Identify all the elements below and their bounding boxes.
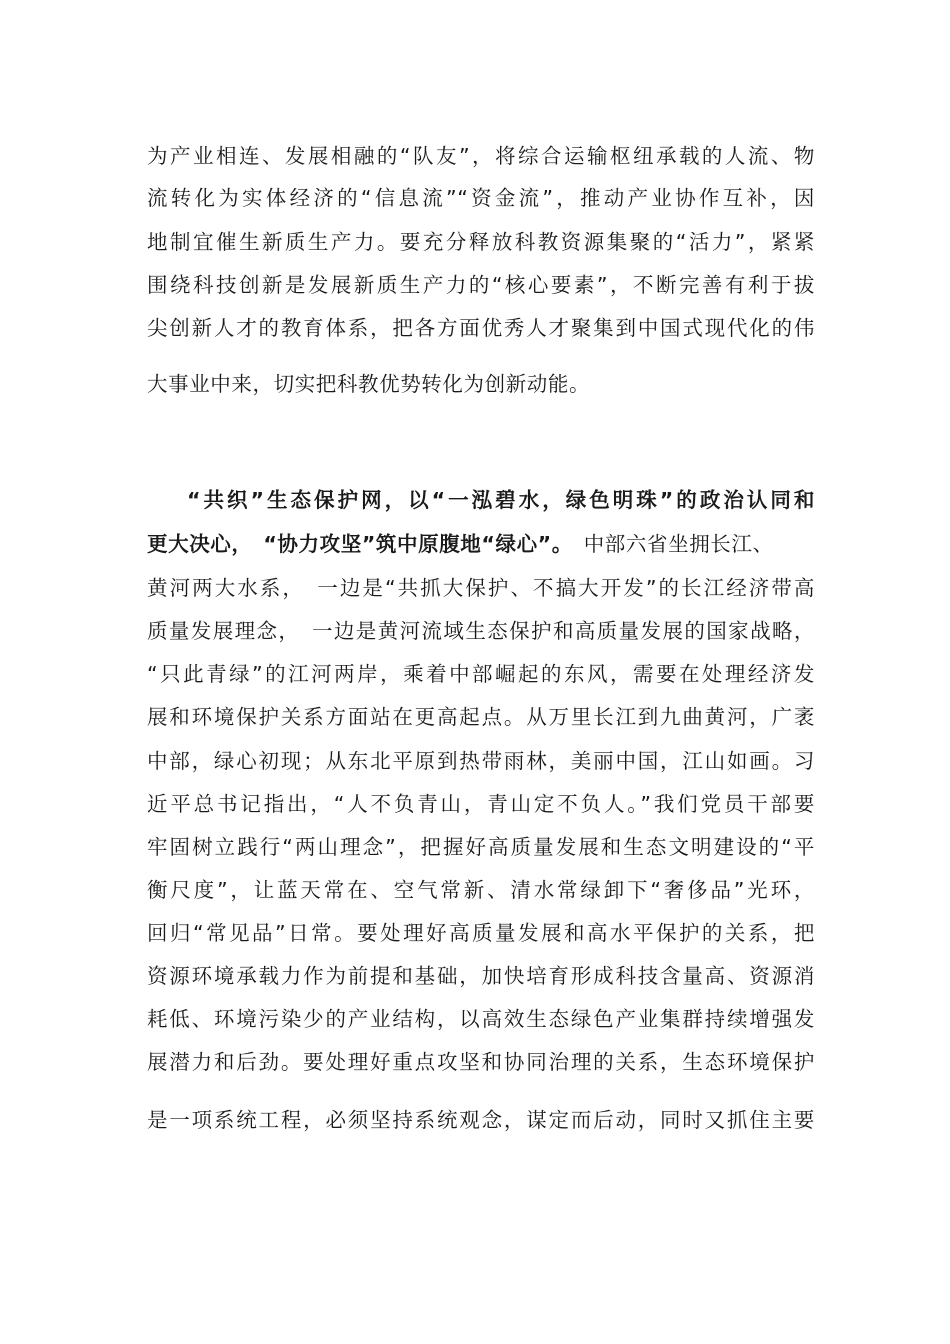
paragraph-2-heading-line: “共织”生态保护网，以“一泓碧水，绿色明珠”的政治认同和 bbox=[187, 488, 815, 512]
paragraph-2-line: 质量发展理念， 一边是黄河流域生态保护和高质量发展的国家战略， bbox=[147, 619, 815, 643]
paragraph-2-line: “只此青绿”的江河两岸，乘着中部崛起的东风，需要在处理经济发 bbox=[147, 662, 815, 686]
paragraph-2-line: 展潜力和后劲。要处理好重点攻坚和协同治理的关系，生态环境保护 bbox=[147, 1050, 815, 1074]
paragraph-2-line-rest: 中部六省坐拥长江、 bbox=[562, 532, 774, 556]
paragraph-2-line: 牢固树立践行“两山理念”，把握好高质量发展和生态文明建设的“平 bbox=[147, 835, 815, 859]
paragraph-2-line: 衡尺度”，让蓝天常在、空气常新、清水常绿卸下“奢侈品”光环， bbox=[147, 878, 815, 902]
paragraph-2-line: 中部，绿心初现；从东北平原到热带雨林，美丽中国，江山如画。习 bbox=[147, 749, 815, 773]
paragraph-1-line: 流转化为实体经济的“信息流”“资金流”，推动产业协作互补，因 bbox=[147, 186, 815, 210]
paragraph-2-line: 展和环境保护关系方面站在更高起点。从万里长江到九曲黄河，广袤 bbox=[147, 705, 815, 729]
paragraph-2-line: 黄河两大水系， 一边是“共抓大保护、不搞大开发”的长江经济带高 bbox=[147, 576, 815, 600]
paragraph-1-line: 地制宜催生新质生产力。要充分释放科教资源集聚的“活力”，紧紧 bbox=[147, 230, 815, 254]
paragraph-2-line: 回归“常见品”日常。要处理好高质量发展和高水平保护的关系，把 bbox=[147, 921, 815, 945]
paragraph-2-line: 是一项系统工程，必须坚持系统观念，谋定而后动，同时又抓住主要 bbox=[147, 1108, 815, 1132]
paragraph-1-line: 尖创新人才的教育体系，把各方面优秀人才聚集到中国式现代化的伟 bbox=[147, 316, 815, 340]
paragraph-1-line: 大事业中来，切实把科教优势转化为创新动能。 bbox=[147, 372, 591, 396]
paragraph-1-line: 围绕科技创新是发展新质生产力的“核心要素”，不断完善有利于拔 bbox=[147, 273, 815, 297]
paragraph-2-line: 耗低、环境污染少的产业结构，以高效生态绿色产业集群持续增强发 bbox=[147, 1007, 815, 1031]
paragraph-2-heading-tail: 更大决心， “协力攻坚”筑中原腹地“绿心”。 bbox=[147, 532, 563, 556]
paragraph-2-line: 近平总书记指出，“人不负青山，青山定不负人。”我们党员干部要 bbox=[147, 792, 815, 816]
paragraph-2-line bbox=[147, 530, 815, 558]
paragraph-1-line: 为产业相连、发展相融的“队友”，将综合运输枢纽承载的人流、物 bbox=[147, 144, 815, 168]
paragraph-2-line: 资源环境承载力作为前提和基础，加快培育形成科技含量高、资源消 bbox=[147, 964, 815, 988]
